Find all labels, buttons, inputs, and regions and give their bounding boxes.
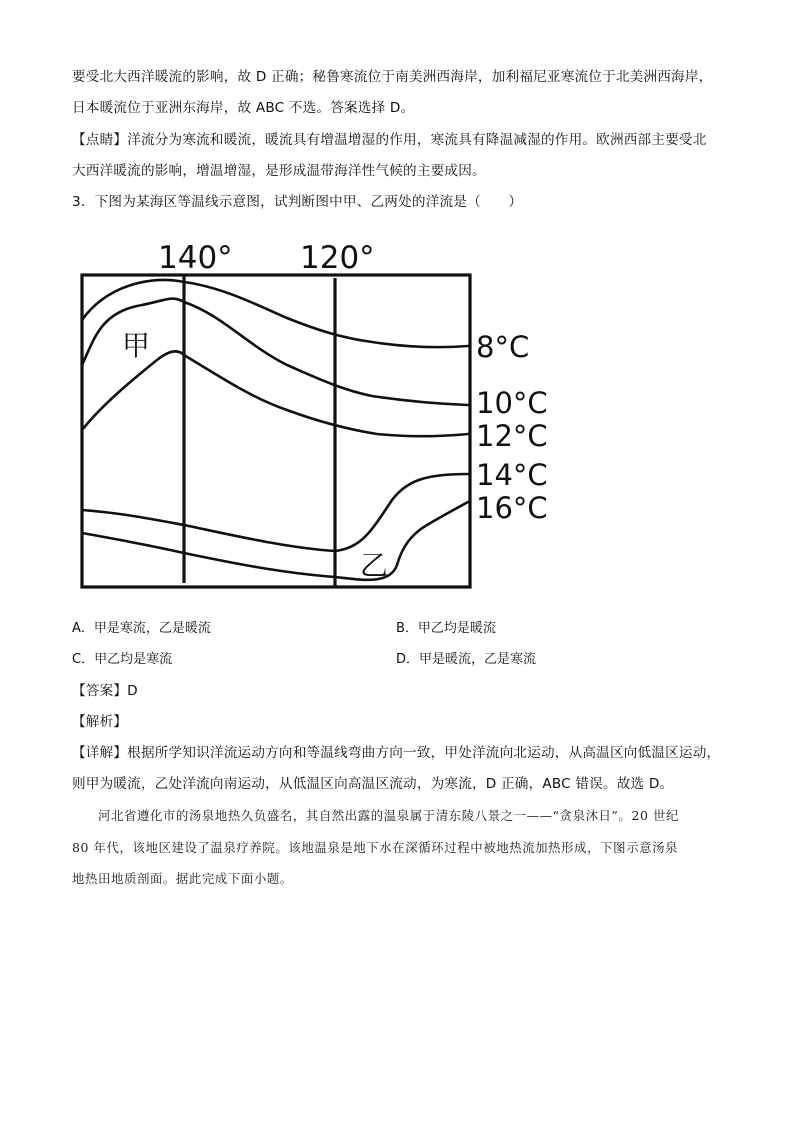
passage-line-1: 河北省遵化市的汤泉地热久负盛名，其自然出露的温泉属于清东陵八景之一——“贪泉沐日”。20 世纪 [72, 808, 679, 823]
passage-line-3: 地热田地质剖面。据此完成下面小题。 [72, 871, 293, 886]
question-stem: 3．下图为某海区等温线示意图，试判断图中甲、乙两处的洋流是（ ） [72, 194, 523, 210]
answer-label: 【答案】D [72, 683, 138, 699]
tip-line-2: 大西洋暖流的影响，增温增湿，是形成温带海洋性气候的主要成因。 [72, 163, 486, 179]
isotherm-label-10: 10°C [476, 386, 548, 420]
passage-line-2: 80 年代，该地区建设了温泉疗养院。该地温泉是地下水在深循环过程中被地热流加热形成，下图示意汤泉 [72, 840, 679, 855]
lon-label-140: 140° [158, 240, 233, 276]
option-c[interactable]: C．甲乙均是寒流 [72, 652, 173, 667]
analysis-label: 【解析】 [72, 714, 128, 730]
isotherm-label-14: 14°C [476, 458, 548, 492]
isotherm-label-16: 16°C [476, 491, 548, 525]
isotherm-map [72, 230, 562, 600]
option-d[interactable]: D．甲是暖流，乙是寒流 [396, 652, 537, 667]
label-yi: 乙 [360, 549, 389, 582]
isotherm-16 [82, 502, 468, 580]
prev-answer-line-2: 日本暖流位于亚洲东海岸，故 ABC 不选。答案选择 D。 [72, 100, 415, 116]
prev-answer-line-1: 要受北大西洋暖流的影响，故 D 正确；秘鲁寒流位于南美洲西海岸，加利福尼亚寒流位于北美洲西海岸， [72, 69, 713, 85]
isotherm-12 [82, 351, 468, 436]
tip-line-1: 【点睛】洋流分为寒流和暖流，暖流具有增温增湿的作用，寒流具有降温减湿的作用。欧洲西部主要受北 [72, 132, 707, 148]
map-frame [82, 275, 470, 587]
isotherm-label-12: 12°C [476, 419, 548, 453]
option-a[interactable]: A．甲是寒流，乙是暖流 [72, 621, 211, 636]
label-jia: 甲 [122, 329, 151, 362]
detail-line-2: 则甲为暖流，乙处洋流向南运动，从低温区向高温区流动，为寒流，D 正确，ABC 错误。故选 D。 [72, 776, 674, 792]
detail-line-1: 【详解】根据所学知识洋流运动方向和等温线弯曲方向一致，甲处洋流向北运动，从高温区向低温区运动， [72, 745, 721, 761]
lon-label-120: 120° [300, 240, 375, 276]
option-b[interactable]: B．甲乙均是暖流 [396, 621, 496, 636]
isotherm-label-8: 8°C [476, 330, 530, 364]
